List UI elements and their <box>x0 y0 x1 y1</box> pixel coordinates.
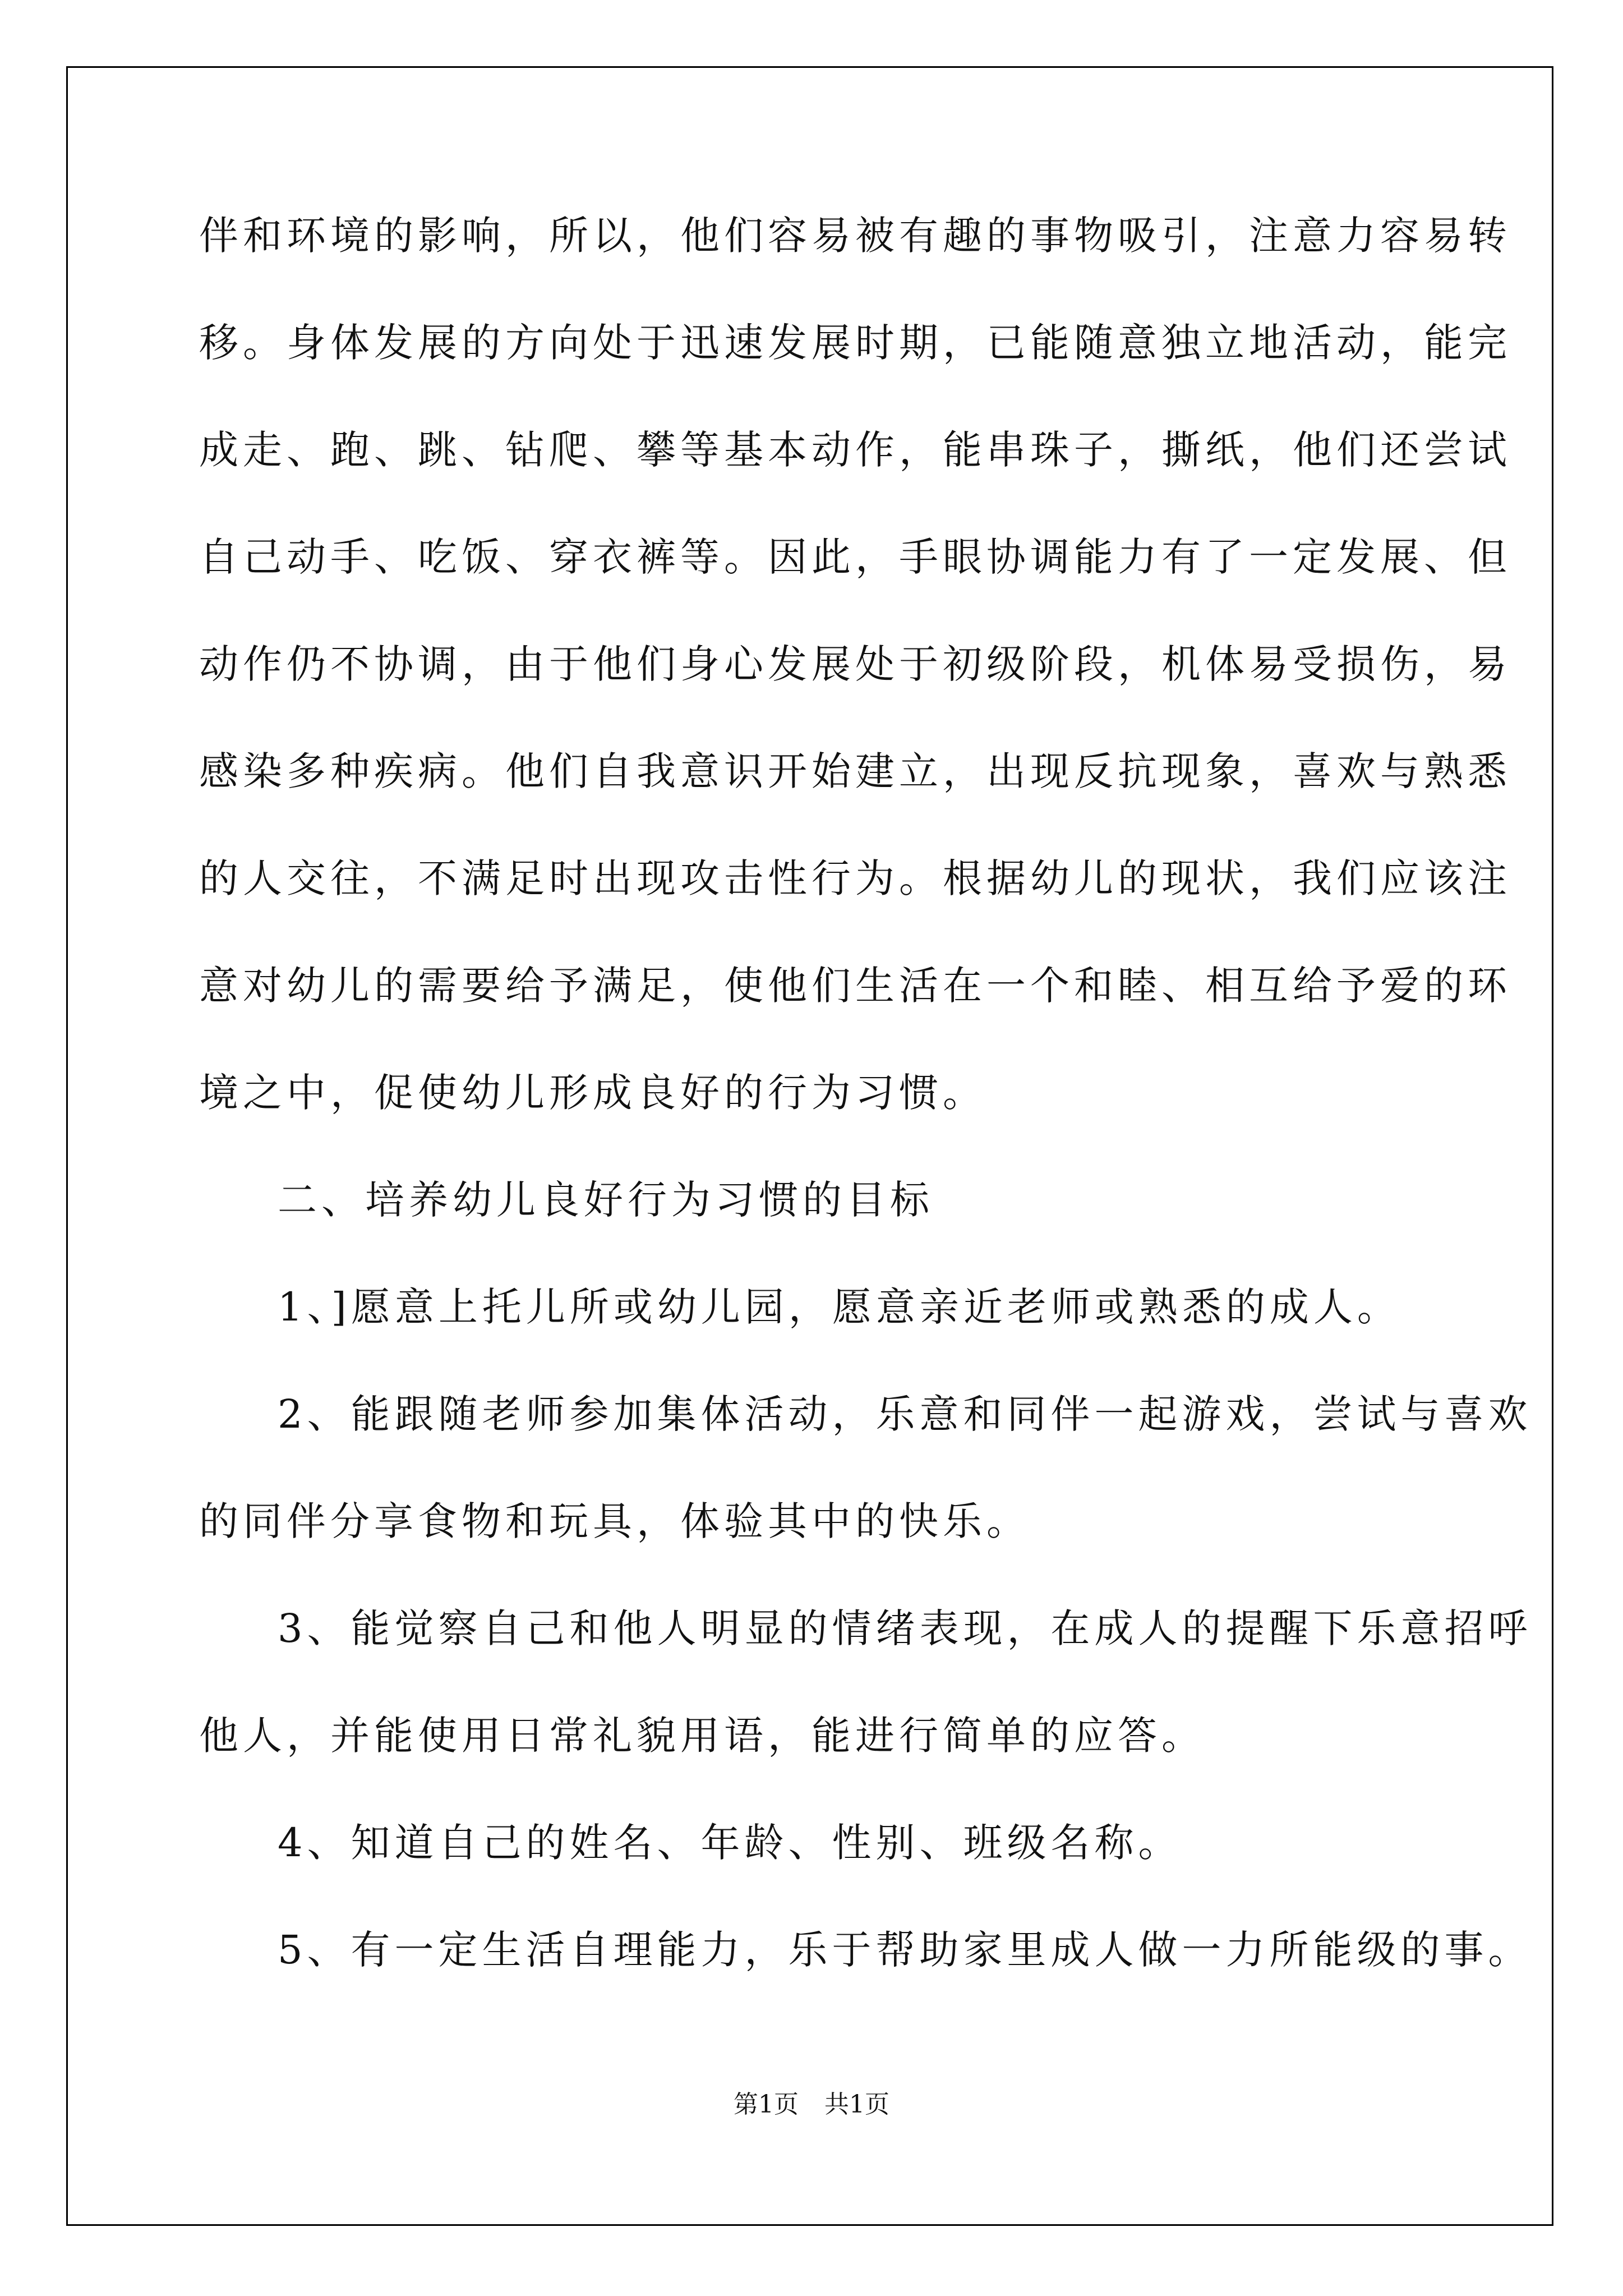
page-footer <box>0 2084 1623 2120</box>
page-number: 第1页 <box>734 2090 799 2119</box>
text-line: 感染多种疾病。他们自我意识开始建立，出现反抗现象，喜欢与熟悉 <box>199 748 1511 794</box>
document-body <box>199 208 1532 2029</box>
text-line: 动作仍不协调，由于他们身心发展处于初级阶段，机体易受损伤，易 <box>199 641 1511 687</box>
text-line: 的同伴分享食物和玩具，体验其中的快乐。 <box>199 1498 1030 1544</box>
text-line: 意对幼儿的需要给予满足，使他们生活在一个和睦、相互给予爱的环 <box>199 963 1511 1009</box>
list-item: 1、]愿意上托儿所或幼儿园，愿意亲近老师或熟悉的成人。 <box>278 1284 1401 1330</box>
list-item: 2、能跟随老师参加集体活动，乐意和同伴一起游戏，尝试与喜欢 <box>278 1391 1532 1437</box>
text-line: 自己动手、吃饭、穿衣裤等。因此，手眼协调能力有了一定发展、但 <box>199 534 1511 580</box>
text-line: 他人，并能使用日常礼貌用语，能进行简单的应答。 <box>199 1713 1205 1759</box>
text-line: 境之中，促使幼儿形成良好的行为习惯。 <box>199 1070 986 1116</box>
text-line: 伴和环境的影响，所以，他们容易被有趣的事物吸引，注意力容易转 <box>199 213 1511 259</box>
list-item: 4、知道自己的姓名、年龄、性别、班级名称。 <box>278 1820 1182 1866</box>
text-line: 移。身体发展的方向处于迅速发展时期，已能随意独立地活动，能完 <box>199 320 1511 366</box>
list-item: 3、能觉察自己和他人明显的情绪表现，在成人的提醒下乐意招呼 <box>278 1605 1532 1651</box>
text-line: 的人交往，不满足时出现攻击性行为。根据幼儿的现状，我们应该注 <box>199 855 1511 901</box>
list-item: 5、有一定生活自理能力，乐于帮助家里成人做一力所能级的事。 <box>278 1927 1532 1973</box>
page-total: 共1页 <box>824 2090 889 2119</box>
section-heading: 二、培养幼儿良好行为习惯的目标 <box>278 1177 934 1223</box>
text-line: 成走、跑、跳、钻爬、攀等基本动作，能串珠子，撕纸，他们还尝试 <box>199 427 1511 473</box>
